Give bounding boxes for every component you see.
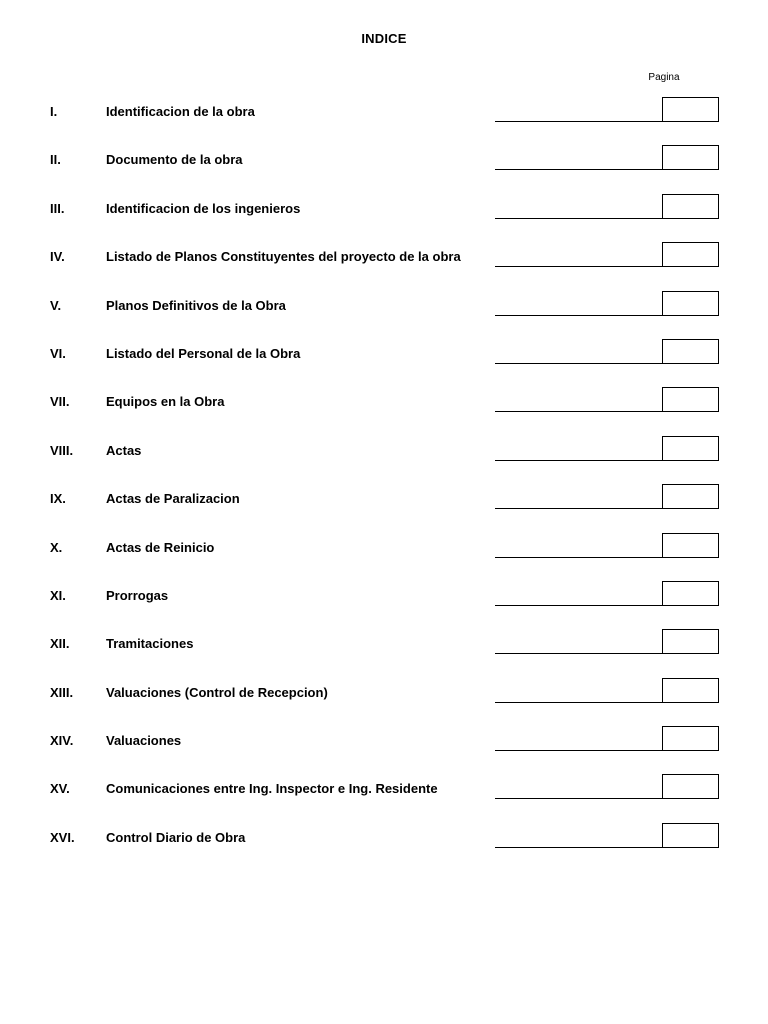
entry-label: Documento de la obra	[106, 152, 243, 168]
entry-numeral: XIII.	[50, 684, 74, 700]
page-number-box	[662, 823, 719, 848]
entry-numeral: XV.	[50, 781, 70, 797]
entry-label: Equipos en la Obra	[106, 394, 225, 410]
page-number-box	[662, 291, 719, 316]
page-number-box	[662, 774, 719, 799]
page-column-header: Pagina	[648, 72, 680, 83]
entry-label: Comunicaciones entre Ing. Inspector e Ing. Residente	[106, 781, 438, 797]
entry-numeral: VI.	[50, 345, 66, 361]
index-entry	[0, 436, 768, 484]
entry-numeral: IX.	[50, 491, 66, 507]
entry-leader-line	[495, 653, 663, 654]
index-entry	[0, 774, 768, 822]
page-number-box	[662, 436, 719, 461]
index-entry	[0, 242, 768, 290]
entry-numeral: II.	[50, 152, 61, 168]
entry-numeral: III.	[50, 200, 65, 216]
entry-numeral: XIV.	[50, 733, 74, 749]
document-title: INDICE	[361, 31, 407, 46]
index-entry	[0, 581, 768, 629]
entry-leader-line	[495, 847, 663, 848]
page-number-box	[662, 242, 719, 267]
entry-numeral: VIII.	[50, 442, 74, 458]
entry-label: Valuaciones (Control de Recepcion)	[106, 684, 328, 700]
page-number-box	[662, 145, 719, 170]
entry-numeral: I.	[50, 104, 58, 119]
entry-leader-line	[495, 557, 663, 558]
page-number-box	[662, 629, 719, 654]
entry-leader-line	[495, 315, 663, 316]
entry-numeral: X.	[50, 539, 63, 555]
entry-numeral: XII.	[50, 636, 70, 652]
page-number-box	[662, 97, 719, 122]
entry-label: Identificacion de la obra	[106, 104, 255, 119]
entry-leader-line	[495, 798, 663, 799]
entry-numeral: VII.	[50, 394, 70, 410]
entry-numeral: XVI.	[50, 829, 75, 845]
entry-label: Planos Definitivos de la Obra	[106, 297, 286, 313]
entry-label: Actas de Paralizacion	[106, 491, 240, 507]
entry-label: Listado del Personal de la Obra	[106, 345, 301, 361]
page-number-box	[662, 387, 719, 412]
entry-label: Tramitaciones	[106, 636, 194, 652]
entry-leader-line	[495, 169, 663, 170]
index-entry	[0, 726, 768, 774]
index-entry	[0, 194, 768, 242]
page-number-box	[662, 726, 719, 751]
page-number-box	[662, 484, 719, 509]
entry-numeral: IV.	[50, 249, 65, 265]
index-entry	[0, 387, 768, 435]
entry-label: Actas	[106, 442, 142, 458]
index-entry	[0, 97, 768, 145]
page-number-box	[662, 678, 719, 703]
entry-label: Listado de Planos Constituyentes del proyecto de la obra	[106, 249, 461, 265]
entry-label: Valuaciones	[106, 733, 182, 749]
entry-leader-line	[495, 363, 663, 364]
index-entry	[0, 291, 768, 339]
entry-leader-line	[495, 411, 663, 412]
entry-leader-line	[495, 460, 663, 461]
entry-label: Prorrogas	[106, 587, 169, 603]
entry-leader-line	[495, 702, 663, 703]
entry-numeral: XI.	[50, 587, 66, 603]
page-number-box	[662, 194, 719, 219]
entry-label: Actas de Reinicio	[106, 539, 215, 555]
entry-leader-line	[495, 218, 663, 219]
index-entry	[0, 145, 768, 193]
entry-leader-line	[495, 605, 663, 606]
index-entry	[0, 533, 768, 581]
entry-label: Identificacion de los ingenieros	[106, 200, 301, 216]
page-number-box	[662, 339, 719, 364]
index-entry	[0, 629, 768, 677]
index-entry	[0, 484, 768, 532]
index-entry	[0, 678, 768, 726]
entry-label: Control Diario de Obra	[106, 829, 246, 845]
index-entry	[0, 823, 768, 871]
page-number-box	[662, 581, 719, 606]
entry-leader-line	[495, 266, 663, 267]
index-entry	[0, 339, 768, 387]
entry-leader-line	[495, 508, 663, 509]
entry-leader-line	[495, 750, 663, 751]
page-number-box	[662, 533, 719, 558]
entry-leader-line	[495, 121, 663, 122]
index-list	[0, 97, 768, 871]
entry-numeral: V.	[50, 297, 62, 313]
